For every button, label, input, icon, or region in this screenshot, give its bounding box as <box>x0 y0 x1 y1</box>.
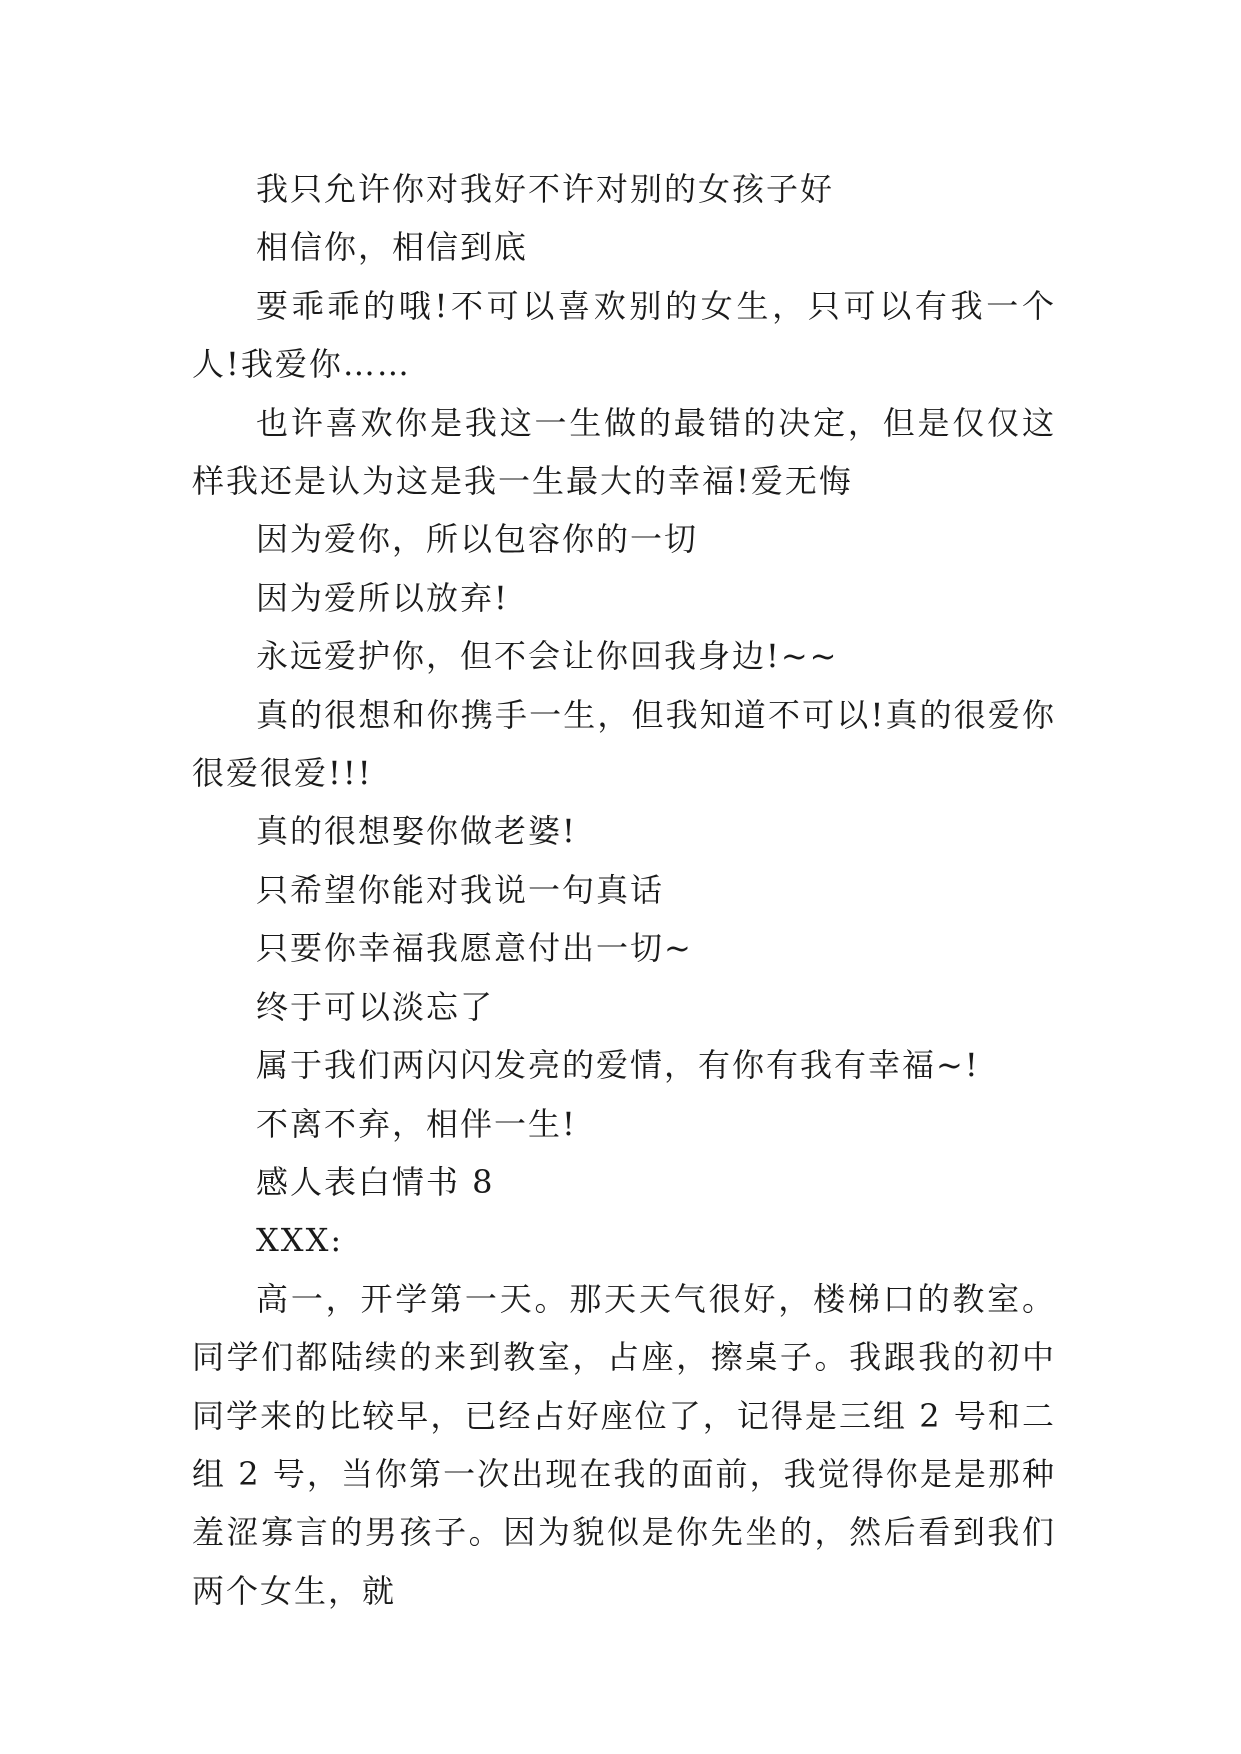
paragraph: 永远爱护你，但不会让你回我身边!~~ <box>256 637 839 676</box>
paragraph: 高一，开学第一天。那天天气很好，楼梯口的教室。同学们都陆续的来到教室，占座，擦桌子。我跟我的初中同学来的比较早，已经占好座位了，记得是三组 2 号和二组 2 号，当你第一次出现在我的面前，我觉得你是是那种羞涩寡言的男孩子。因为貌似是你先坐的，然后看到我们两个女生，就 <box>192 1279 1056 1610</box>
paragraph: 真的很想和你携手一生，但我知道不可以!真的很爱你很爱很爱!!! <box>192 695 1056 793</box>
salutation: XXX: <box>256 1221 344 1260</box>
paragraph: 因为爱你，所以包容你的一切 <box>256 520 699 559</box>
paragraph: 也许喜欢你是我这一生做的最错的决定，但是仅仅这样我还是认为这是我一生最大的幸福!爱无悔 <box>192 403 1056 501</box>
section-heading: 感人表白情书 8 <box>256 1162 495 1201</box>
paragraph: 相信你，相信到底 <box>256 228 529 267</box>
paragraph: 因为爱所以放弃! <box>256 578 509 617</box>
paragraph: 要乖乖的哦!不可以喜欢别的女生，只可以有我一个人!我爱你…… <box>192 286 1056 384</box>
paragraph: 终于可以淡忘了 <box>256 987 495 1026</box>
paragraph: 属于我们两闪闪发亮的爱情，有你有我有幸福~! <box>256 1046 980 1085</box>
paragraph: 不离不弃，相伴一生! <box>256 1104 577 1143</box>
paragraph: 只要你幸福我愿意付出一切~ <box>256 929 693 968</box>
paragraph: 我只允许你对我好不许对别的女孩子好 <box>256 170 835 208</box>
document-body <box>192 160 1056 1620</box>
paragraph: 只希望你能对我说一句真话 <box>256 870 665 909</box>
paragraph: 真的很想娶你做老婆! <box>256 812 577 851</box>
